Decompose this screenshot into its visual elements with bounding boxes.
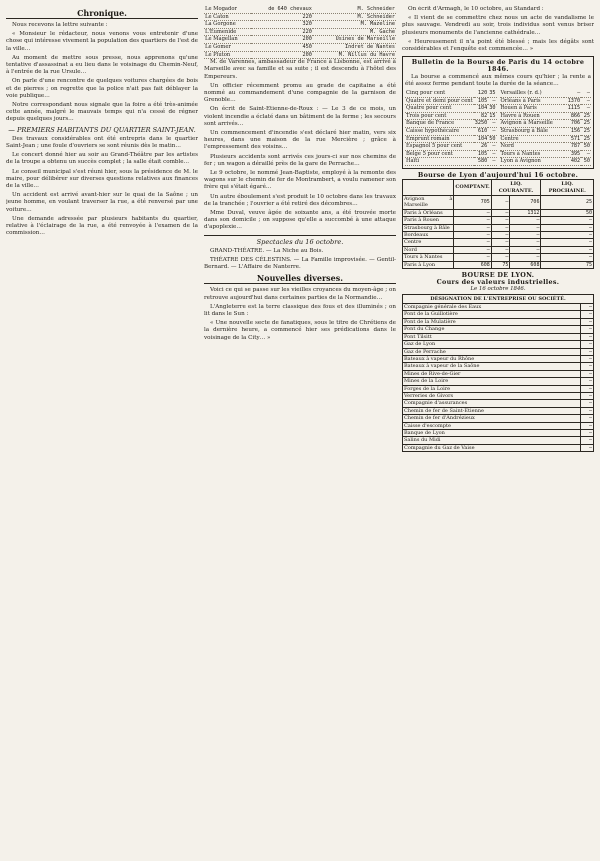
article-paragraph: Le conseil municipal s'est réuni hier, sous la présidence de M. le maire, pour délibérer sur diverses questions relatives aux finances de la ville… bbox=[6, 168, 198, 190]
table-cell: Nord bbox=[500, 143, 564, 151]
table-row bbox=[500, 128, 592, 136]
table-cell: Chemin de fer de Saint-Etienne bbox=[403, 407, 581, 414]
article-paragraph: Un autre éboulement s'est produit le 10 octobre dans les travaux de la tranchée ; l'ouvrier a été retiré des décombres… bbox=[204, 193, 396, 207]
table-cell: — bbox=[510, 246, 541, 253]
table-row bbox=[403, 378, 594, 385]
table-row bbox=[204, 51, 396, 59]
table-row bbox=[500, 150, 592, 158]
table-row bbox=[403, 355, 594, 362]
table-cell: Strasbourg à Bâle bbox=[500, 128, 564, 136]
table-cell: Gaz de Lyon bbox=[403, 341, 581, 348]
article-paragraph: On écrit d'Armagh, le 10 octobre, au Standard : bbox=[408, 6, 544, 12]
table-cell: Le Mogador bbox=[204, 6, 251, 13]
table-cell: — bbox=[581, 150, 591, 158]
table-cell: 787 bbox=[564, 143, 581, 151]
table-row bbox=[403, 318, 594, 325]
table-row bbox=[405, 105, 497, 113]
table-cell: 1115 bbox=[564, 105, 581, 113]
table-cell: Strasbourg à Bâle bbox=[403, 224, 454, 231]
column-grid bbox=[6, 6, 594, 861]
table-cell: — bbox=[491, 254, 510, 261]
table-row bbox=[403, 437, 594, 444]
table-row bbox=[500, 120, 592, 128]
table-row bbox=[403, 261, 594, 268]
table-row bbox=[204, 43, 396, 51]
table-cell: M. Gache bbox=[313, 28, 396, 36]
article-paragraph: Le 9 octobre, le nommé Jean-Baptiste, employé à la remonte des wagons sur le chemin de fer de Montrambert, a voulu ramener son frère qui s'était égaré… bbox=[204, 170, 396, 191]
table-cell: — bbox=[491, 246, 510, 253]
table-cell: 866 bbox=[564, 112, 581, 120]
middle-paragraphs bbox=[204, 59, 396, 231]
table-row bbox=[403, 415, 594, 422]
table-row bbox=[204, 6, 396, 13]
table-row bbox=[403, 304, 594, 311]
table-cell: — bbox=[491, 232, 510, 239]
table-cell: M. Schneider bbox=[313, 13, 396, 21]
table-cell: — bbox=[541, 239, 594, 246]
table-row bbox=[500, 90, 592, 97]
article-paragraph: L'Angleterre est la terre classique des fous et des illuminés ; on lit dans le Sun : bbox=[204, 303, 396, 318]
table-row bbox=[403, 429, 594, 436]
spectacle-line: GRAND-THÉATRE. — La Niche au Bois. bbox=[210, 247, 324, 254]
table-cell: 105 bbox=[474, 97, 489, 105]
table-cell: 30 bbox=[489, 105, 496, 112]
table-cell: Versailles (r. d.) bbox=[500, 90, 564, 97]
table-cell: — bbox=[581, 304, 594, 311]
table-cell: — bbox=[564, 90, 581, 97]
table-cell: — bbox=[541, 224, 594, 231]
table-row bbox=[405, 158, 497, 166]
lyon-bourse-title: Bourse de Lyon d'aujourd'hui 16 octobre. bbox=[417, 170, 579, 179]
table-cell: — bbox=[581, 348, 594, 355]
column-header: COMPTANT. bbox=[454, 180, 491, 196]
table-cell: La Gorgone bbox=[204, 21, 251, 29]
table-row bbox=[403, 239, 594, 246]
table-cell: Emprunt romain bbox=[405, 135, 474, 143]
table-cell: Centre bbox=[500, 135, 564, 143]
table-cell: — bbox=[581, 363, 594, 370]
table-cell: — bbox=[541, 232, 594, 239]
table-cell: Pont de la Guillotière bbox=[403, 311, 581, 318]
table-cell: — bbox=[541, 217, 594, 224]
nouvelles-paragraphs bbox=[204, 287, 396, 341]
bulletin-table-left bbox=[405, 90, 497, 166]
table-cell: Quatre et demi pour cent bbox=[406, 97, 473, 104]
table-cell: Forges de la Loire bbox=[403, 385, 581, 392]
table-cell: Cinq pour cent bbox=[405, 90, 474, 97]
table-cell: 608 bbox=[510, 261, 541, 268]
table-cell: Verreries de Givors bbox=[403, 392, 581, 399]
table-cell: — bbox=[454, 239, 491, 246]
table-cell: 450 bbox=[251, 43, 313, 51]
table-row bbox=[500, 105, 592, 113]
table-row bbox=[403, 385, 594, 392]
table-cell: M. Nillus du Havre bbox=[313, 51, 396, 59]
table-cell: Compagnie générale des Eaux bbox=[403, 304, 581, 311]
table-cell: — bbox=[581, 407, 594, 414]
article-paragraph: Un accident est arrivé avant-hier sur le quai de la Saône ; un jeune homme, en voulant traverser la rue, a été renversé par une voiture… bbox=[6, 192, 198, 213]
table-cell: — bbox=[510, 224, 541, 231]
table-cell: 200 bbox=[251, 36, 313, 44]
table-cell: Nord bbox=[403, 246, 454, 253]
table-cell: 50 bbox=[581, 158, 591, 166]
table-cell: 156 bbox=[564, 128, 581, 136]
right-paragraphs bbox=[402, 6, 594, 53]
column-header bbox=[403, 180, 454, 196]
table-cell: Bordeaux bbox=[403, 232, 454, 239]
table-cell: Salins du Midi bbox=[403, 437, 581, 444]
table-cell: — bbox=[581, 105, 591, 113]
table-cell: — bbox=[581, 378, 594, 385]
table-cell: Le Gomer bbox=[204, 43, 251, 51]
article-paragraph: On écrit de Saint-Etienne-de-Roux : — Le 3 de ce mois, un violent incendie a éclaté dans un bâtiment de la ferme ; les secours sont arrivés… bbox=[204, 106, 396, 127]
table-row bbox=[405, 112, 497, 120]
table-row bbox=[403, 407, 594, 414]
industrial-date: Le 16 octobre 1846. bbox=[470, 286, 526, 293]
table-cell: Paris à Rouen bbox=[403, 217, 454, 224]
table-cell: 402 bbox=[564, 158, 581, 166]
table-cell: Paris à Lyon bbox=[403, 261, 454, 268]
table-cell: — bbox=[454, 224, 491, 231]
table-row bbox=[403, 400, 594, 407]
table-row bbox=[403, 341, 594, 348]
table-row bbox=[204, 36, 396, 44]
table-row bbox=[405, 143, 497, 151]
table-cell: Compagnie du Gaz de Vaise bbox=[403, 444, 581, 451]
table-cell: 15 bbox=[489, 112, 496, 119]
steamers-table bbox=[204, 6, 396, 59]
table-row bbox=[403, 311, 594, 318]
table-cell: 706 bbox=[510, 195, 541, 209]
table-cell: — bbox=[488, 97, 496, 105]
bulletin-intro: La bourse a commencé aux mêmes cours qu'hier ; la rente a été assez ferme pendant toute la durée de la séance… bbox=[405, 73, 591, 87]
table-cell: 25 bbox=[541, 195, 594, 209]
industrial-values-table bbox=[402, 294, 594, 453]
table-cell: Avignon à Marseille bbox=[404, 195, 453, 209]
table-row bbox=[500, 135, 592, 143]
table-cell: — bbox=[454, 232, 491, 239]
chronique-title: Chronique. bbox=[6, 8, 198, 19]
table-cell: M. Mazeline bbox=[313, 21, 396, 29]
article-paragraph: Une demande adressée par plusieurs habitants du quartier, relative à l'éclairage de la rue, a été renvoyée à l'examen de la commission… bbox=[6, 215, 198, 237]
table-row bbox=[403, 363, 594, 370]
spectacles-list bbox=[204, 248, 396, 272]
table-cell: Rouen à Paris bbox=[500, 105, 564, 113]
table-row bbox=[204, 13, 396, 21]
table-cell: — bbox=[581, 97, 591, 105]
article-paragraph: Notre correspondant nous signale que la foire a été très-animée cette année, malgré le mauvais temps qui n'a cessé de régner depuis quelques jours… bbox=[6, 102, 198, 123]
table-row bbox=[405, 97, 497, 105]
table-cell: 75 bbox=[491, 261, 510, 268]
table-row bbox=[500, 143, 592, 151]
article-paragraph: Plusieurs accidents sont arrivés ces jours-ci sur nos chemins de fer ; un wagon a déraillé près de la gare de Perrache… bbox=[204, 153, 396, 167]
table-cell: — bbox=[454, 217, 491, 224]
table-cell: — bbox=[581, 400, 594, 407]
table-cell: 25 bbox=[581, 112, 591, 120]
table-header-row bbox=[403, 294, 594, 303]
table-cell: 580 bbox=[474, 158, 489, 166]
table-cell: 1370 bbox=[564, 97, 581, 105]
table-row bbox=[403, 422, 594, 429]
table-cell: Pont Tilsitt bbox=[403, 333, 581, 340]
spectacles-title: Spectacles du 16 octobre. bbox=[256, 237, 344, 246]
table-cell: 35 bbox=[489, 90, 496, 97]
table-cell: Espagnol 5 pour cent bbox=[405, 143, 474, 151]
article-paragraph: Le concert donné hier au soir au Grand-Théâtre par les artistes de la troupe a obtenu un succès complet ; la salle était comble… bbox=[6, 152, 198, 166]
table-cell: 610 bbox=[474, 128, 489, 136]
table-cell: Haïti bbox=[405, 158, 474, 166]
table-cell: — bbox=[541, 254, 594, 261]
table-cell: — bbox=[581, 444, 594, 451]
table-cell: Avignon à Marseille bbox=[500, 120, 564, 128]
table-row bbox=[500, 97, 592, 105]
table-cell: Usines de Marseille bbox=[313, 36, 396, 44]
table-cell: Paris à Orléans bbox=[403, 209, 454, 216]
table-cell: — bbox=[581, 415, 594, 422]
table-row bbox=[403, 224, 594, 231]
nouvelles-title: Nouvelles diverses. bbox=[204, 273, 396, 284]
table-row bbox=[405, 135, 497, 143]
column-header: LIQ. PROCHAINE. bbox=[541, 180, 594, 196]
bulletin-title: Bulletin de la Bourse de Paris du 14 octobre 1846. bbox=[411, 58, 585, 74]
column-header: LIQ. COURANTE. bbox=[491, 180, 541, 196]
table-row bbox=[405, 150, 497, 158]
table-cell: Banque de France bbox=[405, 120, 474, 128]
article-paragraph: On parle d'une rencontre de quelques voitures chargées de bois et de pierres ; on regrette que la police n'ait pas fait déblayer la voie publique… bbox=[6, 78, 198, 99]
quartier-subtitle: — PREMIERS HABITANTS DU QUARTIER SAINT-JEAN. bbox=[8, 125, 196, 134]
table-cell: 75 bbox=[541, 261, 594, 268]
table-cell: — bbox=[581, 370, 594, 377]
table-cell: — bbox=[454, 254, 491, 261]
table-cell: — bbox=[488, 143, 496, 151]
chronique-paragraphs-2 bbox=[6, 136, 198, 238]
table-row bbox=[405, 128, 497, 136]
table-row bbox=[403, 444, 594, 451]
table-cell: 571 bbox=[564, 135, 581, 143]
table-row bbox=[405, 90, 497, 97]
table-cell: Havre à Rouen bbox=[500, 112, 564, 120]
table-row bbox=[403, 195, 594, 209]
table-row bbox=[500, 158, 592, 166]
table-cell: Mines de Rive-de-Gier bbox=[403, 370, 581, 377]
table-cell: Gaz de Perrache bbox=[403, 348, 581, 355]
table-cell: 1312 bbox=[510, 209, 541, 216]
table-cell: — bbox=[488, 150, 496, 158]
chronique-paragraphs bbox=[6, 22, 198, 124]
table-cell: 82 bbox=[474, 112, 489, 120]
table-row bbox=[405, 120, 497, 128]
table-cell: 104 bbox=[474, 105, 489, 113]
table-cell: 395 bbox=[564, 150, 581, 158]
column-header: DÉSIGNATION DE L'ENTREPRISE OU SOCIÉTÉ. bbox=[403, 294, 594, 303]
table-cell: — bbox=[491, 224, 510, 231]
table-cell: 220 bbox=[251, 28, 313, 36]
table-row bbox=[403, 246, 594, 253]
table-cell: — bbox=[510, 254, 541, 261]
table-cell: 220 bbox=[251, 13, 313, 21]
table-cell: Compagnie d'assurances bbox=[403, 400, 581, 407]
table-cell: 706 bbox=[564, 120, 581, 128]
table-cell: — bbox=[581, 392, 594, 399]
table-cell: — bbox=[581, 318, 594, 325]
table-cell: 705 bbox=[454, 195, 491, 209]
table-cell: — bbox=[581, 341, 594, 348]
table-cell: 200 bbox=[251, 51, 313, 59]
table-cell: Centre bbox=[403, 239, 454, 246]
article-paragraph: Nous recevons la lettre suivante : bbox=[12, 22, 108, 28]
table-cell: — bbox=[488, 120, 496, 128]
table-cell: 320 bbox=[251, 21, 313, 29]
table-cell: Belge 5 pour cent bbox=[405, 150, 474, 158]
table-cell: — bbox=[454, 209, 491, 216]
table-cell: Pont du Change bbox=[403, 326, 581, 333]
divider bbox=[204, 235, 396, 236]
table-cell: 50 bbox=[489, 135, 496, 142]
article-paragraph: Voici ce qui se passe sur les vieilles croyances du moyen-âge ; on retrouve aujourd'hui dans certaines parties de la Normandie… bbox=[204, 287, 396, 301]
table-cell: — bbox=[581, 333, 594, 340]
article-paragraph: Un commencement d'incendie s'est déclaré hier matin, vers six heures, dans une maison de la rue Mercière ; grâce à l'empressement des voisins… bbox=[204, 129, 396, 151]
paris-bourse-bulletin bbox=[402, 56, 594, 169]
article-paragraph: Un officier récemment promu au grade de capitaine a été nommé au commandement d'une compagnie de la garnison de Grenoble… bbox=[204, 82, 396, 104]
table-row bbox=[403, 348, 594, 355]
table-cell: — bbox=[581, 326, 594, 333]
article-paragraph: « Une nouvelle secte de fanatiques, sous le titre de Chrétiens de la dernière heure, a commencé hier ses prédications dans le voisinage de la City… » bbox=[204, 320, 396, 341]
article-paragraph: Au moment de mettre sous presse, nous apprenons qu'une tentative d'assassinat a eu lieu dans le voisinage du Chemin-Neuf, à l'entrée de la rue Ursule… bbox=[6, 54, 198, 76]
article-paragraph: « Il vient de se commettre chez nous un acte de vandalisme le plus sauvage. Vendredi au soir, trois individus sont venus briser plusieurs monuments de l'ancienne cathédrale… bbox=[402, 15, 594, 36]
lyon-bourse-table bbox=[402, 179, 594, 269]
spectacle-line: THÉATRE DES CÉLESTINS. — La Famille improvisée. — Gentil-Bernard. — L'Affaire de Nanterre. bbox=[204, 257, 396, 271]
table-cell: — bbox=[581, 437, 594, 444]
column-middle bbox=[204, 6, 396, 861]
industrial-caption: BOURSE DE LYON. bbox=[461, 271, 535, 280]
table-cell: — bbox=[541, 246, 594, 253]
table-row bbox=[403, 370, 594, 377]
table-row bbox=[403, 209, 594, 216]
table-cell: — bbox=[581, 385, 594, 392]
table-row bbox=[403, 254, 594, 261]
table-cell: — bbox=[491, 209, 510, 216]
table-cell: 50 bbox=[541, 209, 594, 216]
industrial-title: Cours des valeurs industrielles. bbox=[436, 278, 560, 287]
table-cell: M. Schneider bbox=[313, 6, 396, 13]
table-cell: Chemin de fer d'Andrézieux bbox=[403, 415, 581, 422]
table-cell: — bbox=[491, 239, 510, 246]
table-cell: — bbox=[581, 355, 594, 362]
table-cell: Lyon à Avignon bbox=[500, 158, 564, 166]
article-paragraph: M. de Varennes, ambassadeur de France à Lisbonne, est arrivé à Marseille avec sa famille et sa suite ; il est descendu à l'hôtel des Empereurs. bbox=[204, 59, 396, 80]
table-cell: Tours à Nantes bbox=[500, 150, 564, 158]
table-row bbox=[403, 232, 594, 239]
table-cell: 25 bbox=[581, 135, 591, 143]
table-cell: — bbox=[581, 429, 594, 436]
table-cell: — bbox=[510, 217, 541, 224]
table-cell: Le Caton bbox=[204, 13, 251, 21]
table-cell: 25 bbox=[581, 120, 591, 128]
table-cell: 3250 bbox=[474, 120, 488, 127]
table-cell: 25 bbox=[581, 128, 591, 136]
table-row bbox=[403, 326, 594, 333]
table-cell: Banque de Lyon bbox=[403, 429, 581, 436]
column-left bbox=[6, 6, 198, 861]
table-cell: Le Magellan bbox=[204, 36, 251, 44]
table-cell: — bbox=[510, 232, 541, 239]
table-cell: L'Eumenide bbox=[204, 28, 251, 36]
table-cell: — bbox=[581, 311, 594, 318]
table-cell: Bateaux à vapeur du Rhône bbox=[403, 355, 581, 362]
table-row bbox=[403, 333, 594, 340]
table-cell: Pont de la Mulatière bbox=[403, 318, 581, 325]
table-cell: — bbox=[454, 246, 491, 253]
table-cell: Orléans à Paris bbox=[500, 97, 564, 105]
table-cell: Le Pluton bbox=[204, 51, 251, 59]
article-paragraph: « Monsieur le rédacteur, nous venons vous entretenir d'une chose qui intéresse vivement la population des quartiers de l'est de la ville… bbox=[6, 31, 198, 52]
article-paragraph: Mme Duval, veuve âgée de soixante ans, a été trouvée morte dans son domicile ; on suppose qu'elle a succombé à une attaque d'apoplexie… bbox=[204, 210, 396, 231]
table-row bbox=[204, 28, 396, 36]
table-cell: — bbox=[581, 90, 591, 97]
table-cell: — bbox=[491, 195, 510, 209]
table-cell: 104 bbox=[474, 135, 489, 143]
table-cell: 105 bbox=[474, 150, 489, 158]
table-cell: 26 bbox=[474, 143, 489, 151]
table-cell: Tours à Nantes bbox=[403, 254, 454, 261]
table-cell: — bbox=[488, 158, 496, 166]
table-cell: 50 bbox=[581, 143, 591, 151]
table-cell: Bateaux à vapeur de la Saône bbox=[403, 363, 581, 370]
table-cell: — bbox=[491, 217, 510, 224]
column-right bbox=[402, 6, 594, 861]
table-cell: — bbox=[510, 239, 541, 246]
article-paragraph: Des travaux considérables ont été entrepris dans le quartier Saint-Jean ; une foule d'ouvriers se sont réunis dès le matin… bbox=[6, 135, 198, 150]
bulletin-table-right bbox=[500, 90, 592, 166]
table-cell: Trois pour cent bbox=[405, 112, 474, 120]
table-cell: Indret de Nantes bbox=[313, 43, 396, 51]
table-header-row bbox=[403, 180, 594, 196]
table-cell: — bbox=[581, 422, 594, 429]
article-paragraph: « Heureusement il n'a point été blessé ; mais les dégâts sont considérables et l'enquête est commencée… » bbox=[402, 38, 594, 53]
table-cell: Caisse hypothécaire bbox=[405, 128, 474, 136]
table-cell: 608 bbox=[454, 261, 491, 268]
table-cell: Caisse d'escompte bbox=[403, 422, 581, 429]
table-cell: Quatre pour cent bbox=[405, 105, 474, 113]
table-row bbox=[403, 392, 594, 399]
table-cell: 120 bbox=[474, 90, 489, 97]
table-row bbox=[204, 21, 396, 29]
table-cell: Mines de la Loire bbox=[403, 378, 581, 385]
table-cell: de 640 chevaux bbox=[251, 6, 313, 13]
table-cell: — bbox=[488, 128, 496, 136]
table-row bbox=[500, 112, 592, 120]
table-row bbox=[403, 217, 594, 224]
